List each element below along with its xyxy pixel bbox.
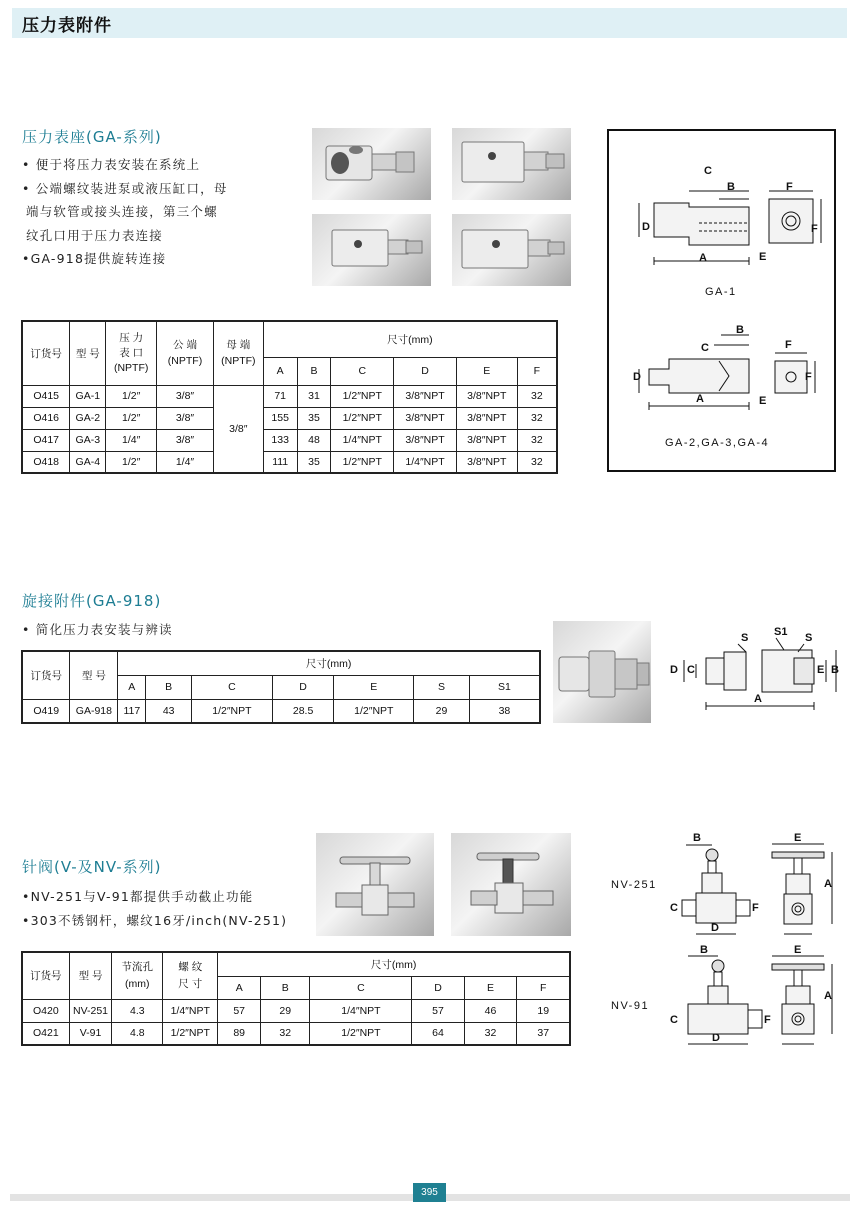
dim-header: A [263,357,297,385]
table-row: O421 V-91 4.8 1/2″NPT 89 32 1/2″NPT 64 32 37 [22,1022,570,1045]
header-model: 型 号 [70,321,106,385]
dim-header: E [334,675,414,699]
bullet-item: • 公端螺纹装进泵或液压缸口，母 [22,180,228,196]
header-dimensions: 尺寸(mm) [118,651,540,675]
swivel-product-photo [553,621,651,723]
table-row: O420 NV-251 4.3 1/4″NPT 57 29 1/4″NPT 57 46 19 [22,999,570,1022]
table-row: O415 GA-1 1/2″ 3/8″ 3/8″ 71 31 1/2″NPT 3/8″NPT 3/8″NPT 32 [22,385,557,407]
drawing-label: GA-1 [705,286,737,298]
ga-section-title: 压力表座(GA-系列) [22,128,162,146]
header-model: 型 号 [69,952,112,999]
dim-letter: A [696,393,704,405]
dim-letter: D [712,1032,720,1044]
dim-letter: C [670,902,678,914]
dim-letter: F [752,902,759,914]
dim-header: S1 [469,675,540,699]
dim-letter: E [794,944,802,956]
dim-header: D [272,675,334,699]
table-row: O417 GA-3 1/4″ 3/8″ 133 48 1/4″NPT 3/8″NPT 3/8″NPT 32 [22,429,557,451]
header-male: 公 端 (NPTF) [157,321,214,385]
table-row: O418 GA-4 1/2″ 1/4″ 111 35 1/2″NPT 1/4″NPT 3/8″NPT 32 [22,451,557,473]
dim-header: S [414,675,470,699]
header-gauge: 压 力 表 口 (NPTF) [106,321,157,385]
header-bar [12,8,847,38]
dim-letter: A [754,693,762,705]
ga-product-photo [452,128,571,200]
header-order: 订货号 [22,952,69,999]
dim-header: B [146,675,192,699]
dim-header: C [310,976,412,999]
dim-letter: B [693,832,701,844]
bullet-item: •303不锈钢杆，螺纹16牙/inch(NV-251) [22,912,288,928]
dim-letter: E [794,832,802,844]
page-number: 395 [413,1183,446,1202]
dim-letter: B [700,944,708,956]
header-orifice: 节流孔 (mm) [112,952,163,999]
page-title: 压力表附件 [22,16,112,36]
swivel-drawing [668,624,846,714]
dim-letter: C [704,165,712,177]
dim-header: F [517,976,570,999]
dim-header: E [456,357,517,385]
dim-letter: C [687,664,695,676]
dim-letter: F [805,371,812,383]
dim-header: A [218,976,261,999]
dim-header: C [331,357,394,385]
header-dimensions: 尺寸(mm) [263,321,557,357]
swivel-bullets [22,618,173,642]
dim-letter: S [741,632,749,644]
dim-letter: C [670,1014,678,1026]
drawing-label: NV-251 [611,879,657,891]
needle-valve-photo [316,833,434,936]
dim-header: C [192,675,273,699]
table-row: O416 GA-2 1/2″ 3/8″ 155 35 1/2″NPT 3/8″NPT 3/8″NPT 32 [22,407,557,429]
dim-letter: F [786,181,793,193]
dim-letter: E [759,395,767,407]
dim-letter: E [759,251,767,263]
dim-letter: A [699,252,707,264]
needle-section-title: 针阀(V-及NV-系列) [22,858,162,876]
dim-letter: E [817,664,825,676]
dim-header: B [261,976,310,999]
dim-header: E [464,976,517,999]
dim-letter: B [831,664,839,676]
header-model: 型 号 [70,651,118,699]
bullet-item: •GA-918提供旋转连接 [22,251,167,266]
dim-letter: D [642,221,650,233]
dim-letter: F [785,339,792,351]
ga-product-photo [452,214,571,286]
dim-letter: S [805,632,813,644]
ga-product-photo [312,128,431,200]
swivel-section-title: 旋接附件(GA-918) [22,592,162,610]
dim-header: D [412,976,464,999]
ga-spec-table [21,320,558,474]
dim-header: D [394,357,457,385]
dim-letter: F [764,1014,771,1026]
dim-letter: F [811,223,818,235]
needle-valve-photo [451,833,571,936]
swivel-spec-table [21,650,541,724]
ga-product-photo [312,214,431,286]
header-thread: 螺 纹 尺 寸 [163,952,218,999]
dim-header: B [297,357,331,385]
dim-letter: D [711,922,719,934]
header-female: 母 端 (NPTF) [213,321,263,385]
dim-letter: D [670,664,678,676]
dim-letter: D [633,371,641,383]
dim-letter: B [727,181,735,193]
table-row: O419 GA-918 117 43 1/2″NPT 28.5 1/2″NPT 29 38 [22,699,540,723]
dim-header: F [517,357,557,385]
dim-header: A [118,675,146,699]
bullet-item: • 简化压力表安装与辨读 [22,622,173,637]
drawing-label: GA-2,GA-3,GA-4 [665,437,770,449]
dim-letter: A [824,878,832,890]
dim-letter: C [701,342,709,354]
bullet-item: •NV-251与V-91都提供手动截止功能 [22,889,254,904]
bullet-item: 端与软管或接头连接，第三个螺 [26,204,218,219]
header-dimensions: 尺寸(mm) [218,952,570,976]
bullet-item: 纹孔口用于压力表连接 [26,227,164,243]
header-order: 订货号 [22,321,70,385]
dim-letter: A [824,990,832,1002]
needle-spec-table [21,951,571,1046]
drawing-label: NV-91 [611,1000,650,1012]
header-order: 订货号 [22,651,70,699]
dim-letter: B [736,324,744,336]
needle-bullets [22,885,287,932]
female-shared-cell: 3/8″ [213,385,263,473]
ga-bullets [22,153,228,271]
ga-drawing-box [607,129,836,472]
bullet-item: • 便于将压力表安装在系统上 [22,157,201,172]
dim-letter: S1 [774,626,788,638]
needle-drawings [660,830,840,1050]
